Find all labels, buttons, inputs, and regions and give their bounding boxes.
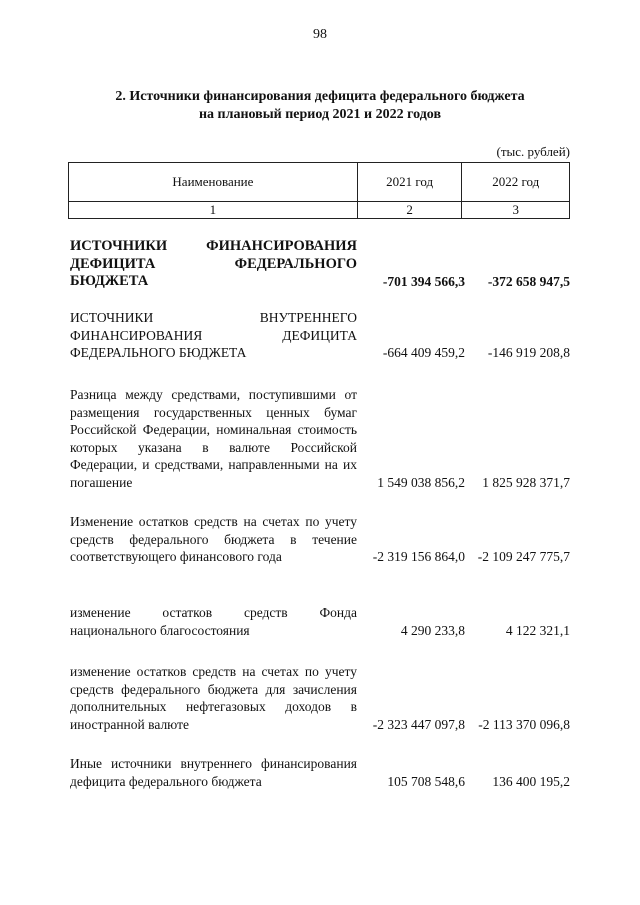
row-value-2022: -2 109 247 775,7 — [477, 549, 570, 564]
row-value-2021: 1 549 038 856,2 — [377, 474, 465, 490]
row-value-2021: -701 394 566,3 — [382, 274, 465, 289]
table-header — [68, 162, 570, 219]
unit-label: (тыс. рублей) — [496, 144, 570, 159]
column-number-2: 2 — [357, 202, 462, 219]
title-line-2: на плановый период 2021 и 2022 годов — [198, 107, 442, 122]
table-row — [70, 604, 570, 639]
row-name: ИСТОЧНИКИ ВНУТРЕННЕГО ФИНАНСИРОВАНИЯ ДЕФИЦИТА ФЕДЕРАЛЬНОГО БЮДЖЕТА — [70, 310, 357, 360]
row-value-2022: 1 825 928 371,7 — [482, 474, 570, 490]
row-value-2021: -2 319 156 864,0 — [372, 549, 465, 564]
row-value-2022: 136 400 195,2 — [492, 773, 570, 789]
row-name: Разница между средствами, поступившими от размещения государственных ценных бумаг Российской Федерации, номинальная стоимость которых указана в валюте Российской Федерации, и средствами, направленными на их погашение — [70, 387, 357, 490]
table-row — [70, 238, 570, 291]
title-line-1: 2. Источники финансирования дефицита федерального бюджета — [115, 89, 525, 104]
row-value-2022: -372 658 947,5 — [487, 274, 570, 289]
table-row — [70, 755, 570, 790]
row-value-2021: 4 290 233,8 — [400, 622, 465, 638]
row-value-2022: 4 122 321,1 — [505, 622, 570, 638]
row-value-2022: -146 919 208,8 — [487, 345, 570, 360]
row-name: ИСТОЧНИКИ ФИНАНСИРОВАНИЯ ДЕФИЦИТА ФЕДЕРАЛЬНОГО БЮДЖЕТА — [70, 238, 357, 289]
table-row — [70, 309, 570, 362]
row-name: изменение остатков средств Фонда национального благосостояния — [70, 605, 357, 638]
header-2021: 2021 год — [357, 163, 462, 202]
header-2022: 2022 год — [462, 163, 570, 202]
row-name: Иные источники внутреннего финансирования дефицита федерального бюджета — [70, 756, 357, 789]
table-row — [70, 513, 570, 566]
row-value-2022: -2 113 370 096,8 — [478, 716, 570, 732]
row-value-2021: -664 409 459,2 — [382, 345, 465, 360]
table-row — [70, 663, 570, 733]
row-name: Изменение остатков средств на счетах по учету средств федерального бюджета в течение соответствующего финансового года — [70, 514, 357, 564]
row-value-2021: -2 323 447 097,8 — [372, 716, 465, 732]
row-name: изменение остатков средств на счетах по учету средств федерального бюджета для зачисления дополнительных нефтегазовых доходов в иностранной валюте — [70, 664, 357, 732]
column-number-1: 1 — [69, 202, 358, 219]
table-row — [70, 386, 570, 491]
column-number-3: 3 — [462, 202, 570, 219]
document-title — [70, 88, 570, 124]
row-value-2021: 105 708 548,6 — [387, 773, 465, 789]
header-name: Наименование — [69, 163, 358, 202]
page-number: 98 — [313, 27, 327, 42]
